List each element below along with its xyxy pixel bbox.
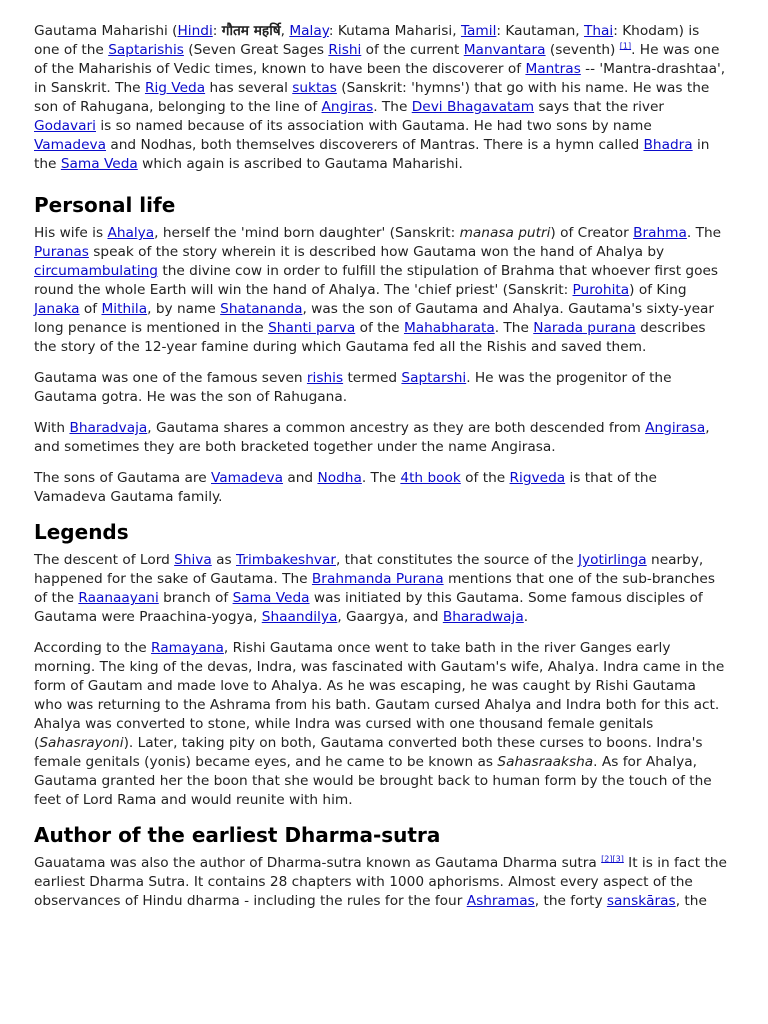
link-sanskaras[interactable]: sanskāras [606,893,676,909]
link-ramayana[interactable]: Ramayana [151,640,224,656]
text: describes the story of the 12-year famine during which Gautama fed all the Rishis and saved them. [34,320,706,355]
text: , that constitutes the source of the [335,552,578,568]
text: has several [205,80,293,96]
text: , [280,23,290,39]
text: . As for Ahalya, Gautama granted her the boon that she would be brought back to human form by the touch of the feet of Lord Rama and would reunite with him. [34,754,712,808]
text: , Gaargya, and [337,609,443,625]
text: , and sometimes they are both bracketed together under the name Angirasa. [34,420,710,455]
text: which again is ascribed to Gautama Maharishi. [137,156,463,172]
link-shaandilya[interactable]: Shaandilya [261,609,338,625]
link-shatananda[interactable]: Shatananda [220,301,303,317]
link-rigveda[interactable]: Rigveda [509,470,566,486]
text: . He was the progenitor of the Gautama gotra. He was the son of Rahugana. [34,370,672,405]
text: , herself the 'mind born daughter' (Sanskrit: [154,225,460,241]
text: According to the [34,640,152,656]
text: : Khodam) is one of the [34,23,700,58]
link-bharadvaja[interactable]: Bharadvaja [69,420,148,436]
personal-paragraph-4 [34,469,728,507]
reference-1[interactable]: [1] [619,41,632,51]
link-narada-purana[interactable]: Narada purana [533,320,636,336]
reference-2-3[interactable]: [2][3] [601,854,624,864]
text: (seventh) [545,42,620,58]
link-brahmanda-purana[interactable]: Brahmanda Purana [311,571,444,587]
text: Gauatama was also the author of Dharma-sutra known as Gautama Dharma sutra [34,855,602,871]
text: . The [494,320,534,336]
heading-legends: Legends [34,520,129,544]
text: of the current [361,42,464,58]
text: . He was one of the Maharishis of Vedic times, known to have been the discoverer of [34,42,720,77]
link-puranas[interactable]: Puranas [34,244,89,260]
link-rig-veda[interactable]: Rig Veda [144,80,206,96]
text: : Kautaman, [496,23,584,39]
text: is so named because of its association with Gautama. He had two sons by name [95,118,652,134]
italic-text: Sahasraaksha [497,754,594,770]
text: nearby, happened for the sake of Gautama. The [34,552,704,587]
text: : Kutama Maharisi, [328,23,461,39]
text: His wife is [34,225,108,241]
text: speak of the story wherein it is described how Gautama won the hand of Ahalya by [88,244,665,260]
link-vamadeva-2[interactable]: Vamadeva [211,470,284,486]
heading-author-dharma-sutra: Author of the earliest Dharma-sutra [34,823,441,847]
author-paragraph-1 [34,854,728,911]
link-nodha[interactable]: Nodha [317,470,362,486]
text: branch of [158,590,233,606]
link-raanaayani[interactable]: Raanaayani [78,590,159,606]
link-suktas[interactable]: suktas [292,80,337,96]
text: , the [675,893,707,909]
text: of [79,301,102,317]
text: It is in fact the earliest Dharma Sutra. It contains 28 chapters with 1000 aphorisms. Almost every aspect of the observances of Hindu dharma - including the rules for the four [34,855,727,909]
link-sama-veda-2[interactable]: Sama Veda [232,590,310,606]
link-purohita[interactable]: Purohita [572,282,630,298]
personal-paragraph-2 [34,369,728,407]
link-rishis[interactable]: rishis [306,370,344,386]
link-ahalya[interactable]: Ahalya [107,225,155,241]
devanagari-name: गौतम महर्षि [221,23,281,39]
heading-personal-life: Personal life [34,193,176,217]
text: ) of King [629,282,687,298]
link-mithila[interactable]: Mithila [101,301,148,317]
link-circumambulating[interactable]: circumambulating [34,263,158,279]
italic-text: manasa putri [459,225,551,241]
link-4th-book[interactable]: 4th book [400,470,461,486]
link-trimbakeshvar[interactable]: Trimbakeshvar [236,552,336,568]
link-shiva[interactable]: Shiva [174,552,212,568]
link-saptarshi[interactable]: Saptarshi [401,370,467,386]
text: , Rishi Gautama once went to take bath in the river Ganges early morning. The king of the devas, Indra, was fascinated with Gautam's wife, Ahalya. Indra came in the form of Gautam and made love to Ahalya. As he was escaping, he was caught by Rishi Gautama who was returning to the Ashrama from his bath. Gautam cursed Ahalya and Indra both for this act. Ahalya was converted to stone, while Indra was cursed with one thousand female genitals ( [34,640,725,751]
text: mentions that one of the sub-branches of the [34,571,715,606]
link-ashramas[interactable]: Ashramas [466,893,535,909]
text: The sons of Gautama are [34,470,211,486]
link-godavari[interactable]: Godavari [34,118,96,134]
link-sama-veda[interactable]: Sama Veda [60,156,138,172]
text: Gautama Maharishi ( [34,23,178,39]
link-janaka[interactable]: Janaka [34,301,80,317]
text: . The [361,470,401,486]
link-angirasa[interactable]: Angirasa [645,420,706,436]
link-mantras[interactable]: Mantras [525,61,581,77]
link-tamil[interactable]: Tamil [460,23,497,39]
personal-paragraph-3 [34,419,728,457]
text: -- 'Mantra-drashtaa', in Sanskrit. The [34,61,726,96]
link-devi-bhagavatam[interactable]: Devi Bhagavatam [411,99,535,115]
text: in the [34,137,710,172]
text: and Nodhas, both themselves discoverers of Mantras. There is a hymn called [106,137,644,153]
italic-text: Sahasrayoni [39,735,124,751]
text: (Seven Great Sages [183,42,329,58]
text: The descent of Lord [34,552,175,568]
text: . [523,609,529,625]
link-thai[interactable]: Thai [584,23,614,39]
legends-paragraph-1 [34,551,728,627]
text: : [212,23,222,39]
text: With [34,420,70,436]
link-hindi[interactable]: Hindi [177,23,213,39]
text: of the [355,320,404,336]
link-shanti-parva[interactable]: Shanti parva [268,320,356,336]
article-body [34,22,728,923]
text: the divine cow in order to fulfill the stipulation of Brahma that whoever first goes round the whole Earth will win the hand of Ahalya. The 'chief priest' (Sanskrit: [34,263,719,298]
link-saptarishis[interactable]: Saptarishis [108,42,184,58]
text: termed [343,370,402,386]
text: , by name [147,301,221,317]
text: (Sanskrit: 'hymns') that go with his name. He was the son of Rahugana, belonging to the line of [34,80,710,115]
link-manvantara[interactable]: Manvantara [463,42,546,58]
link-jyotirlinga[interactable]: Jyotirlinga [578,552,647,568]
text: says that the river [534,99,665,115]
text: and [283,470,318,486]
text: , was the son of Gautama and Ahalya. Gautama's sixty-year long penance is mentioned in the [34,301,715,336]
link-angiras[interactable]: Angiras [321,99,374,115]
legends-paragraph-2 [34,639,728,810]
text: Gautama was one of the famous seven [34,370,307,386]
text: of the [460,470,510,486]
text: as [211,552,237,568]
link-brahma[interactable]: Brahma [633,225,687,241]
text: . The [373,99,412,115]
link-rishi[interactable]: Rishi [328,42,362,58]
link-mahabharata[interactable]: Mahabharata [403,320,495,336]
link-bhadra[interactable]: Bhadra [643,137,693,153]
text: ) of Creator [550,225,634,241]
text: , the forty [534,893,607,909]
text: was initiated by this Gautama. Some famous disciples of Gautama were Praachina-yogya, [34,590,703,625]
link-malay[interactable]: Malay [289,23,329,39]
text: is that of the Vamadeva Gautama family. [34,470,657,505]
link-vamadeva[interactable]: Vamadeva [34,137,107,153]
personal-paragraph-1 [34,224,728,357]
intro-paragraph [34,22,728,174]
text: . The [686,225,722,241]
text: , Gautama shares a common ancestry as they are both descended from [147,420,646,436]
link-bharadwaja[interactable]: Bharadwaja [442,609,524,625]
text: ). Later, taking pity on both, Gautama converted both these curses to boons. Indra's female genitals (yonis) became eyes, and he came to be known as [34,735,703,770]
